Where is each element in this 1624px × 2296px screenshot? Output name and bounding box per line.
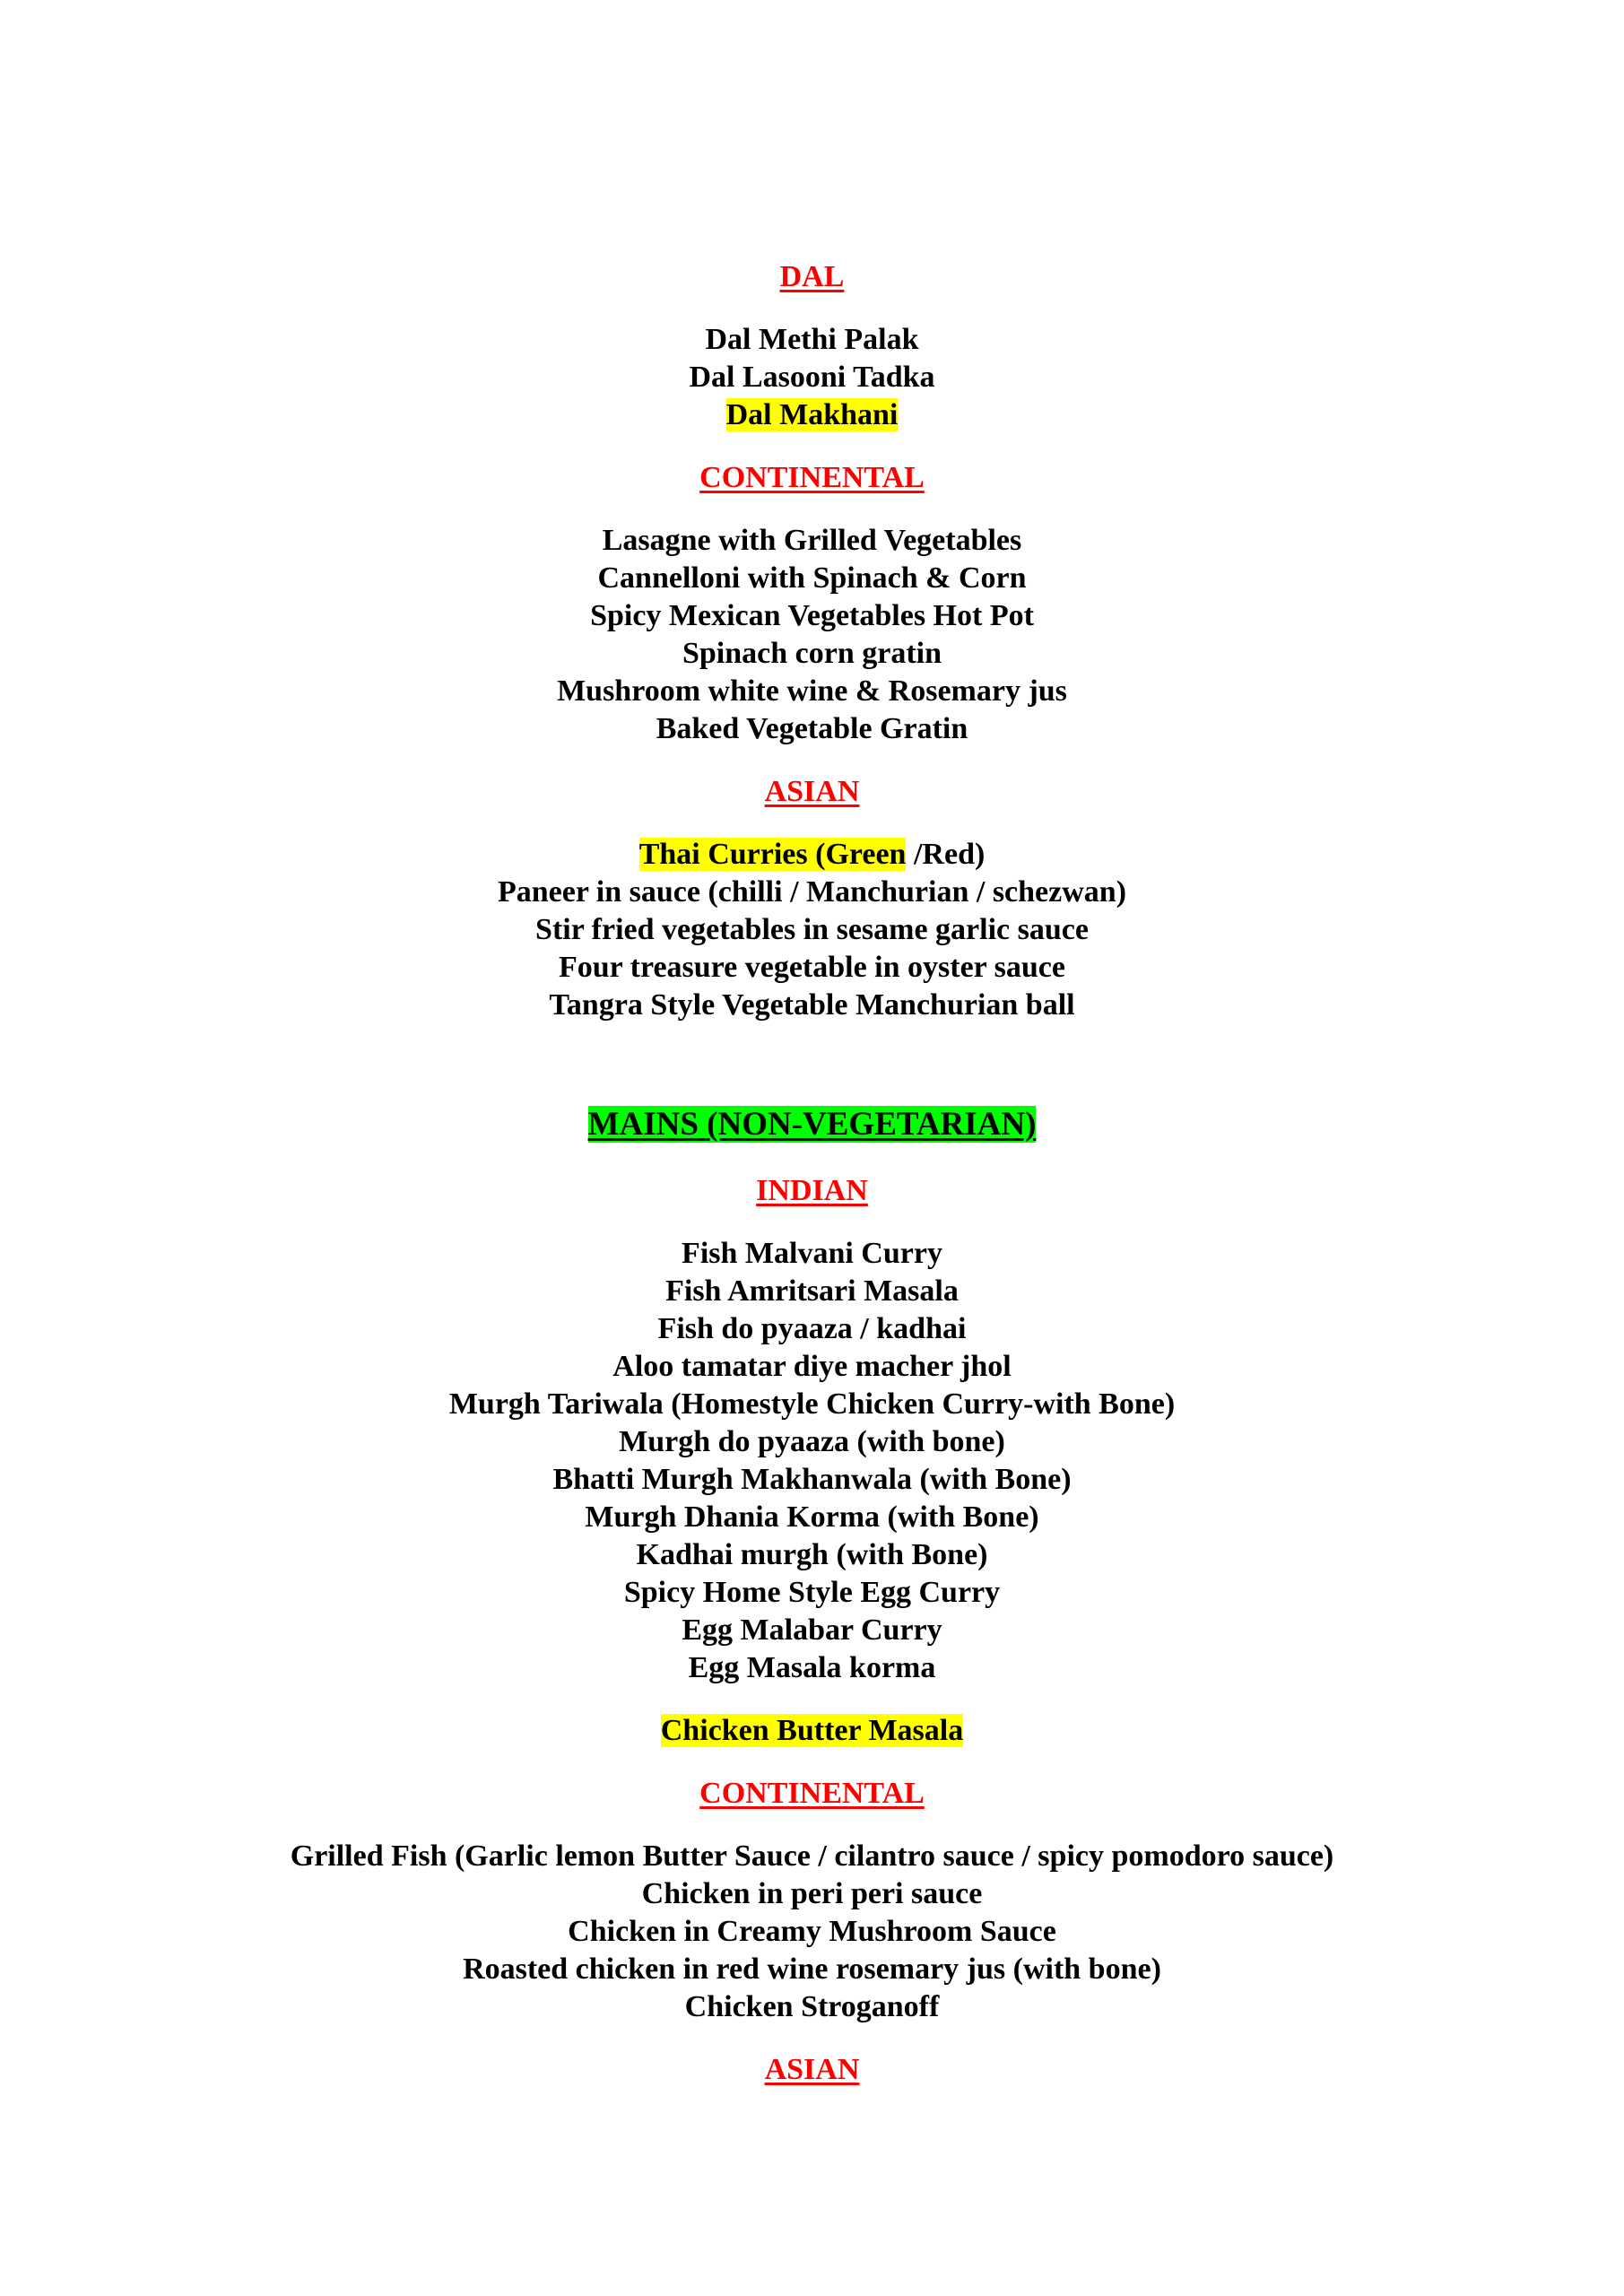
section-heading-continental: CONTINENTAL — [699, 461, 925, 494]
section-heading-continental: CONTINENTAL — [699, 1777, 925, 1810]
menu-item: Murgh Tariwala (Homestyle Chicken Curry-with Bone) — [448, 1387, 1176, 1421]
menu-item: Murgh Dhania Korma (with Bone) — [585, 1500, 1039, 1534]
menu-item: Roasted chicken in red wine rosemary jus (with bone) — [463, 1952, 1161, 1986]
menu-item: Fish Malvani Curry — [682, 1237, 942, 1270]
plain-text: /Red) — [906, 838, 986, 871]
menu-item: Bhatti Murgh Makhanwala (with Bone) — [552, 1463, 1072, 1496]
main-section-heading — [0, 1106, 1624, 1144]
menu-item: Murgh do pyaaza (with bone) — [619, 1425, 1005, 1458]
menu-item: Lasagne with Grilled Vegetables — [602, 524, 1022, 557]
menu-item: Kadhai murgh (with Bone) — [636, 1538, 988, 1571]
highlighted-text: Chicken Butter Masala — [660, 1714, 964, 1747]
menu-item: Spicy Mexican Vegetables Hot Pot — [590, 599, 1034, 632]
menu-item: Spicy Home Style Egg Curry — [623, 1576, 1001, 1609]
menu-item: Chicken in peri peri sauce — [641, 1877, 983, 1910]
highlighted-text: Dal Makhani — [725, 398, 899, 431]
menu-item: Four treasure vegetable in oyster sauce — [558, 951, 1065, 984]
menu-item: Chicken Stroganoff — [684, 1990, 940, 2023]
menu-item: Baked Vegetable Gratin — [656, 712, 968, 745]
section-heading-dal: DAL — [779, 260, 845, 293]
menu-item: Fish Amritsari Masala — [665, 1274, 959, 1308]
menu-item: Cannelloni with Spinach & Corn — [597, 561, 1027, 595]
menu-item: Stir fried vegetables in sesame garlic sauce — [535, 913, 1089, 946]
menu-item-highlighted — [0, 396, 1624, 434]
section-heading-indian: INDIAN — [756, 1174, 868, 1207]
menu-item: Mushroom white wine & Rosemary jus — [557, 674, 1067, 708]
menu-item: Tangra Style Vegetable Manchurian ball — [549, 988, 1075, 1022]
section-heading-asian: ASIAN — [764, 775, 860, 808]
menu-item: Chicken in Creamy Mushroom Sauce — [568, 1915, 1056, 1948]
menu-item: Grilled Fish (Garlic lemon Butter Sauce / cilantro sauce / spicy pomodoro sauce) — [290, 1839, 1334, 1873]
menu-item: Spinach corn gratin — [682, 637, 942, 670]
menu-item-highlighted — [0, 1712, 1624, 1750]
menu-item: Fish do pyaaza / kadhai — [657, 1312, 967, 1345]
menu-item: Egg Malabar Curry — [682, 1613, 942, 1647]
section-heading-asian: ASIAN — [764, 2053, 860, 2086]
menu-item: Paneer in sauce (chilli / Manchurian / schezwan) — [497, 875, 1127, 909]
menu-item: Egg Masala korma — [688, 1651, 936, 1684]
menu-item-thai-curries — [0, 836, 1624, 874]
highlighted-heading: MAINS (NON-VEGETARIAN) — [587, 1106, 1037, 1143]
menu-item: Aloo tamatar diye macher jhol — [612, 1350, 1012, 1383]
highlighted-text: Thai Curries (Green — [638, 838, 907, 871]
menu-item: Dal Lasooni Tadka — [689, 361, 935, 394]
menu-item: Dal Methi Palak — [705, 323, 919, 356]
